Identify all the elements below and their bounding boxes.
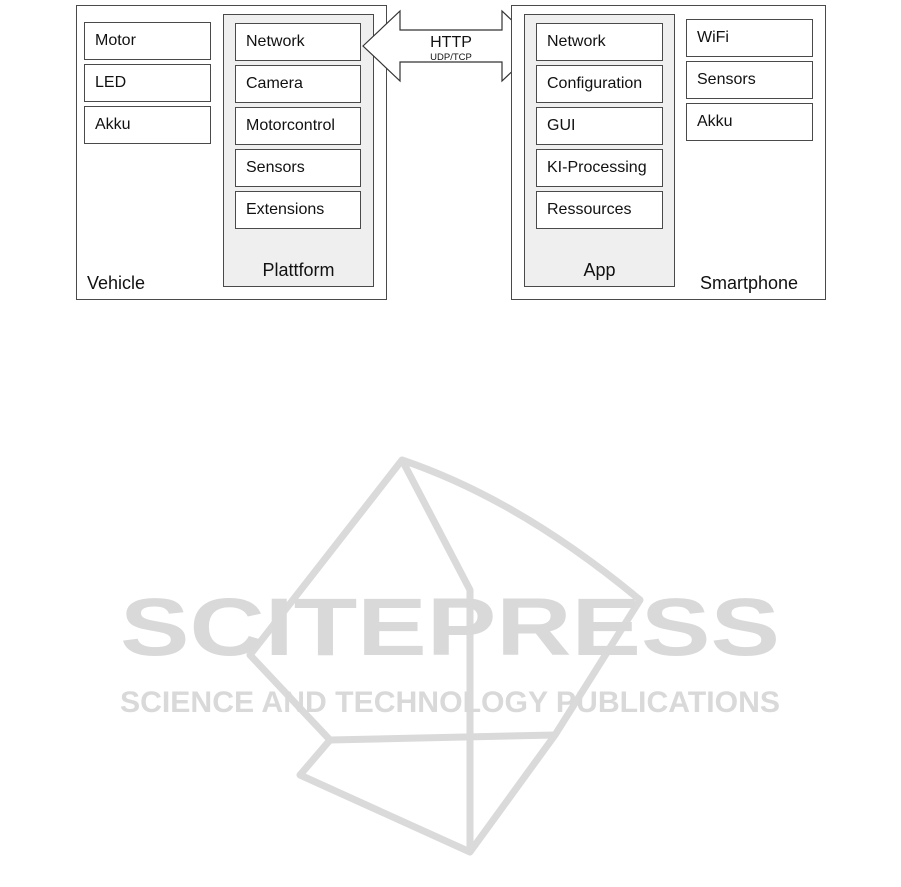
smartphone-component-akku: Akku (686, 103, 813, 141)
smartphone-component-wifi: WiFi (686, 19, 813, 57)
vehicle-label: Vehicle (87, 273, 146, 293)
publisher-watermark (0, 440, 901, 860)
app-module-network: Network (536, 23, 663, 61)
platform-module-motorcontrol: Motorcontrol (235, 107, 361, 145)
platform-label: Plattform (262, 260, 335, 280)
protocol-label: HTTP (430, 34, 472, 51)
smartphone-component-sensors: Sensors (686, 61, 813, 99)
vehicle-component-akku: Akku (84, 106, 211, 144)
watermark-tagline: SCIENCE AND TECHNOLOGY PUBLICATIONS (120, 686, 780, 719)
app-module-ressources: Ressources (536, 191, 663, 229)
book-page-line (330, 735, 555, 740)
platform-module-network: Network (235, 23, 361, 61)
app-module-gui: GUI (536, 107, 663, 145)
app-label: App (583, 260, 616, 280)
platform-module-extensions: Extensions (235, 191, 361, 229)
smartphone-label: Smartphone (700, 273, 799, 293)
platform-module-sensors: Sensors (235, 149, 361, 187)
watermark-title: SCITEPRESS (120, 582, 780, 673)
vehicle-component-motor: Motor (84, 22, 211, 60)
app-module-ki-processing: KI-Processing (536, 149, 663, 187)
app-module-configuration: Configuration (536, 65, 663, 103)
platform-module-camera: Camera (235, 65, 361, 103)
vehicle-component-led: LED (84, 64, 211, 102)
transport-label: UDP/TCP (430, 52, 472, 63)
